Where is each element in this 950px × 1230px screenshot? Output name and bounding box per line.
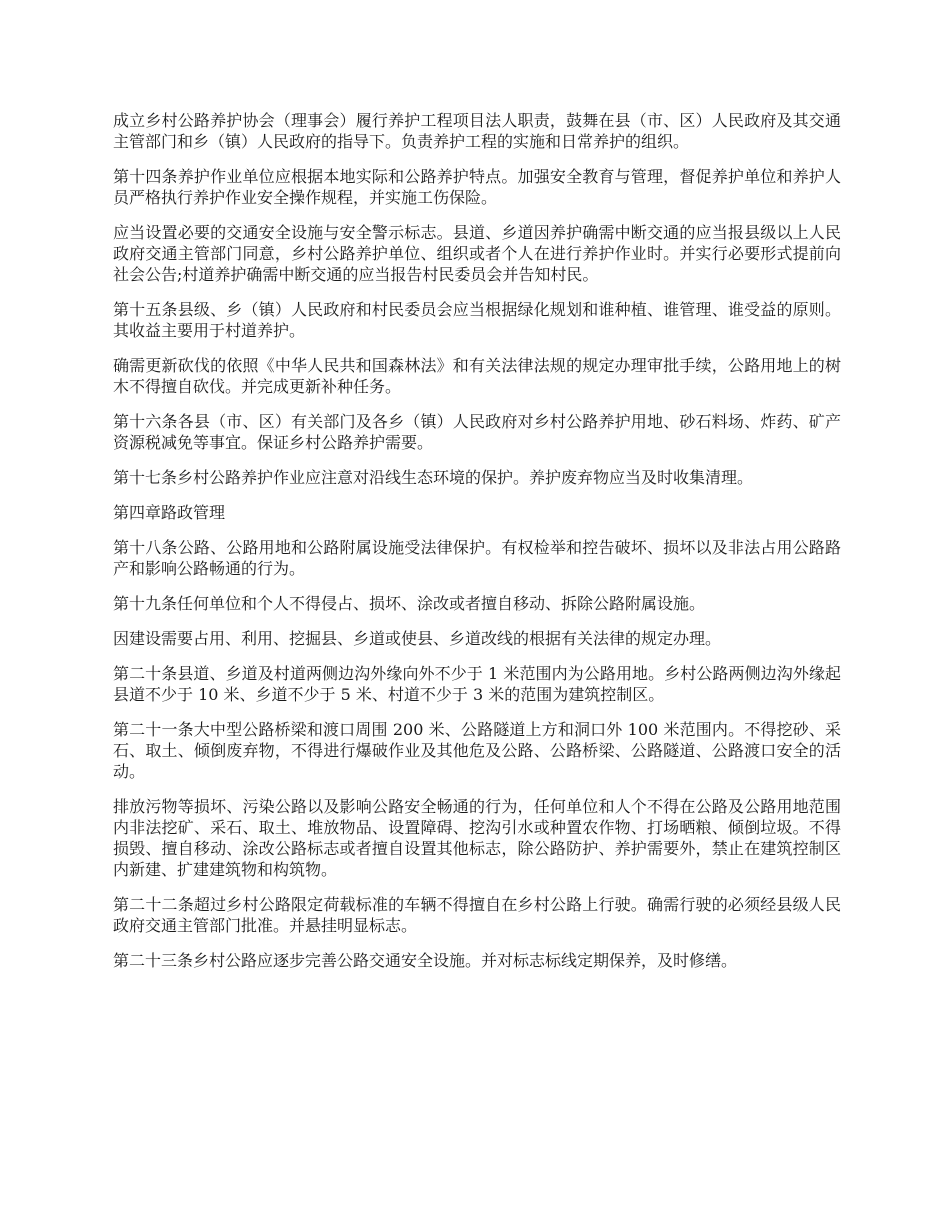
paragraph: 应当设置必要的交通安全设施与安全警示标志。县道、乡道因养护确需中断交通的应当报县级以上人民政府交通主管部门同意，乡村公路养护单位、组织或者个人在进行养护作业时。并实行必要形式提前向社会公告;村道养护确需中断交通的应当报告村民委员会并告知村民。 (113, 223, 841, 284)
paragraph: 第二十三条乡村公路应逐步完善公路交通安全设施。并对标志标线定期保养，及时修缮。 (113, 951, 738, 970)
paragraph: 成立乡村公路养护协会（理事会）履行养护工程项目法人职责，鼓舞在县（市、区）人民政府及其交通主管部门和乡（镇）人民政府的指导下。负责养护工程的实施和日常养护的组织。 (113, 111, 841, 151)
paragraph: 第二十二条超过乡村公路限定荷载标准的车辆不得擅自在乡村公路上行驶。确需行驶的必须经县级人民政府交通主管部门批准。并悬挂明显标志。 (113, 895, 841, 935)
paragraph: 第二十条县道、乡道及村道两侧边沟外缘向外不少于 1 米范围内为公路用地。乡村公路两侧边沟外缘起县道不少于 10 米、乡道不少于 5 米、村道不少于 3 米的范围为建筑控制区。 (113, 664, 841, 704)
chapter-heading: 第四章路政管理 (113, 503, 226, 522)
document-body (113, 110, 841, 985)
paragraph: 第十五条县级、乡（镇）人民政府和村民委员会应当根据绿化规划和谁种植、谁管理、谁受益的原则。其收益主要用于村道养护。 (113, 300, 841, 340)
paragraph: 第十七条乡村公路养护作业应注意对沿线生态环境的保护。养护废弃物应当及时收集清理。 (113, 468, 754, 487)
paragraph: 第十六条各县（市、区）有关部门及各乡（镇）人民政府对乡村公路养护用地、砂石料场、炸药、矿产资源税减免等事宜。保证乡村公路养护需要。 (113, 412, 841, 452)
paragraph: 第十九条任何单位和个人不得侵占、损坏、涂改或者擅自移动、拆除公路附属设施。 (113, 594, 706, 613)
paragraph: 第二十一条大中型公路桥梁和渡口周围 200 米、公路隧道上方和洞口外 100 米范围内。不得挖砂、采石、取土、倾倒废弃物，不得进行爆破作业及其他危及公路、公路桥梁、公路隧道、公路渡口安全的活动。 (113, 720, 841, 781)
paragraph: 排放污物等损坏、污染公路以及影响公路安全畅通的行为，任何单位和人个不得在公路及公路用地范围内非法挖矿、采石、取土、堆放物品、设置障碍、挖沟引水或种置农作物、打场晒粮、倾倒垃圾。不得损毁、擅自移动、涂改公路标志或者擅自设置其他标志，除公路防护、养护需要外，禁止在建筑控制区内新建、扩建建筑物和构筑物。 (113, 797, 841, 879)
paragraph: 第十四条养护作业单位应根据本地实际和公路养护特点。加强安全教育与管理，督促养护单位和养护人员严格执行养护作业安全操作规程，并实施工伤保险。 (113, 167, 841, 207)
paragraph: 因建设需要占用、利用、挖掘县、乡道或使县、乡道改线的根据有关法律的规定办理。 (113, 629, 722, 648)
paragraph: 第十八条公路、公路用地和公路附属设施受法律保护。有权检举和控告破坏、损坏以及非法占用公路路产和影响公路畅通的行为。 (113, 538, 841, 578)
paragraph: 确需更新砍伐的依照《中华人民共和国森林法》和有关法律法规的规定办理审批手续，公路用地上的树木不得擅自砍伐。并完成更新补种任务。 (113, 356, 841, 396)
